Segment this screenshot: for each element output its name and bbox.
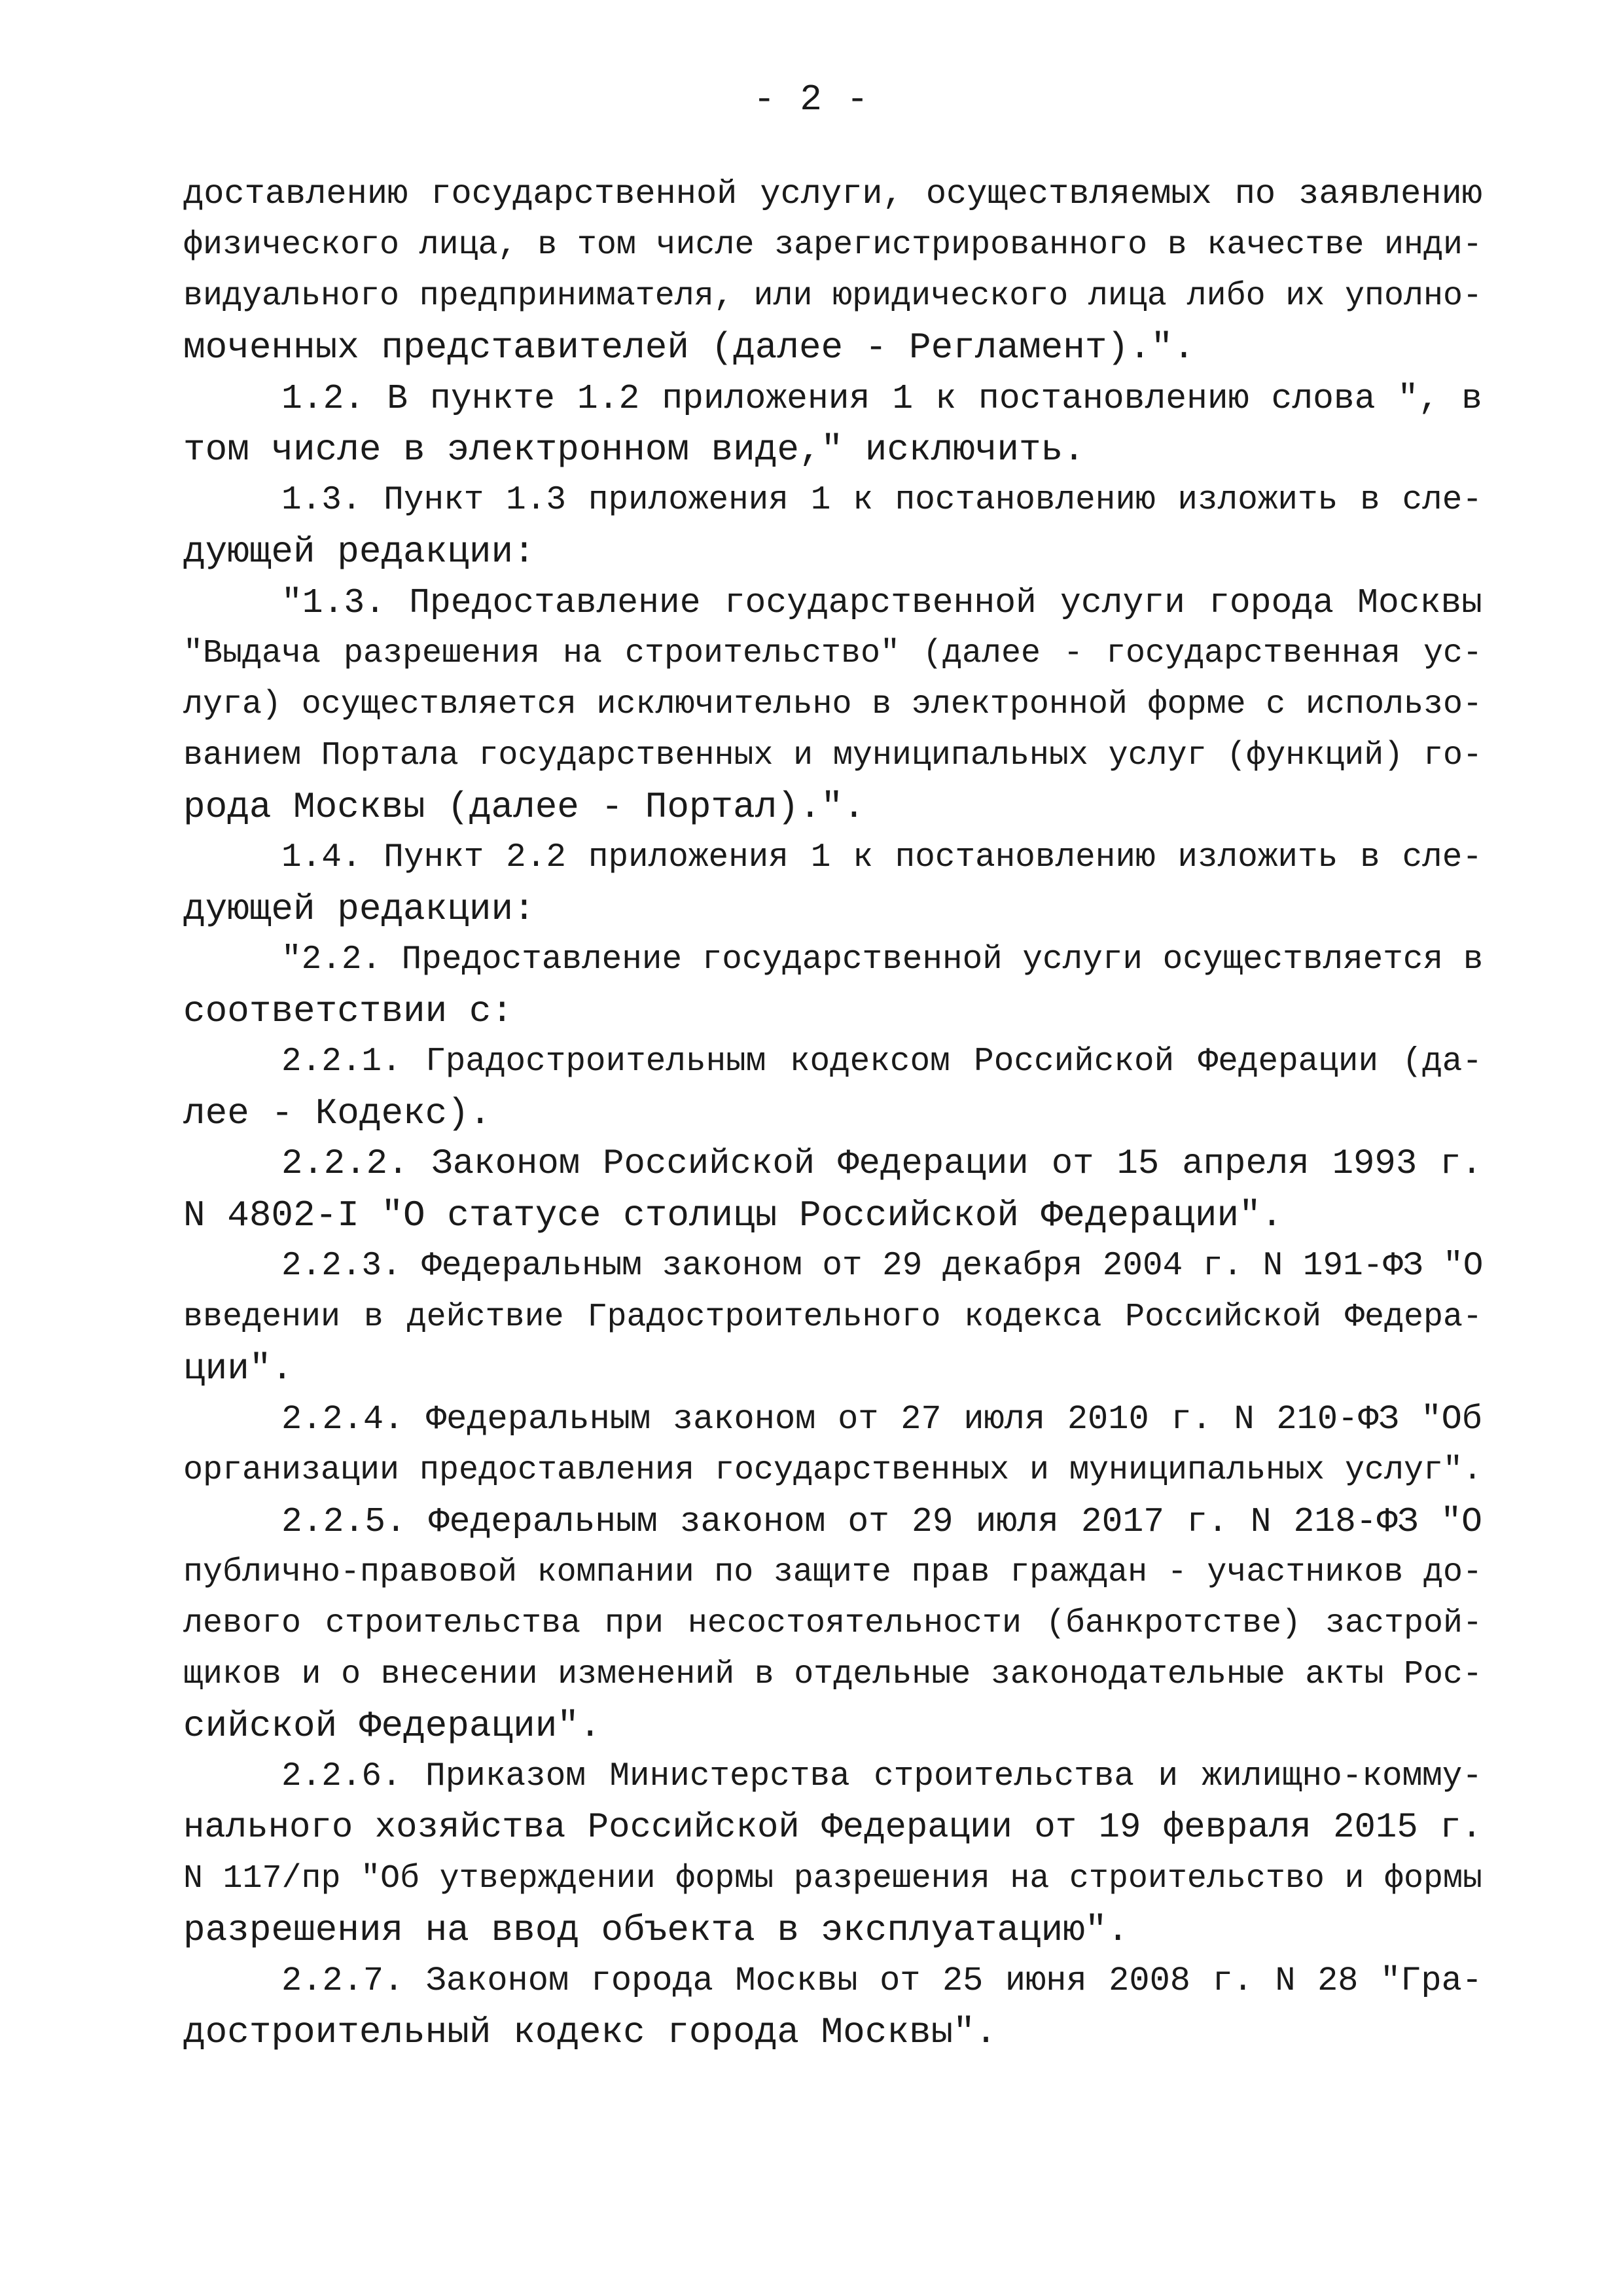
document-body [183, 169, 1482, 2058]
text-line: дующей редакции: [183, 888, 535, 930]
text-line: ванием Портала государственных и муниципальных услуг (функций) го- [183, 737, 1482, 774]
text-line: N 117/пр "Об утверждении формы разрешения на строительство и формы [183, 1860, 1482, 1897]
text-line: "2.2. Предоставление государственной услуги осуществляется в [281, 941, 1484, 978]
text-line: 2.2.2. Законом Российской Федерации от 15 апреля 1993 г. [281, 1144, 1482, 1184]
text-line: 1.2. В пункте 1.2 приложения 1 к постановлению слова ", в [281, 379, 1482, 418]
text-line: 2.2.5. Федеральным законом от 29 июля 2017 г. N 218-ФЗ "О [281, 1502, 1482, 1541]
text-line: рода Москвы (далее - Портал).". [183, 786, 865, 828]
text-line: луга) осуществляется исключительно в электронной форме с использо- [183, 686, 1482, 723]
text-line: сийской Федерации". [183, 1705, 601, 1747]
text-line: введении в действие Градостроительного кодекса Российской Федера- [183, 1299, 1482, 1336]
text-line: лее - Кодекс). [183, 1092, 491, 1134]
text-line: 2.2.4. Федеральным законом от 27 июля 2010 г. N 210-ФЗ "Об [281, 1400, 1482, 1439]
text-line: щиков и о внесении изменений в отдельные законодательные акты Рос- [183, 1656, 1482, 1693]
text-line: 2.2.3. Федеральным законом от 29 декабря 2004 г. N 191-ФЗ "О [281, 1247, 1484, 1285]
text-line: моченных представителей (далее - Регламент).". [183, 327, 1195, 368]
text-line: соответствии с: [183, 990, 514, 1032]
text-line: ции". [183, 1348, 294, 1390]
text-line: видуального предпринимателя, или юридического лица либо их уполно- [183, 278, 1482, 315]
text-line: левого строительства при несостоятельности (банкротстве) застрой- [183, 1605, 1482, 1642]
text-line: 1.4. Пункт 2.2 приложения 1 к постановлению изложить в сле- [281, 839, 1482, 876]
text-line: 1.3. Пункт 1.3 приложения 1 к постановлению изложить в сле- [281, 482, 1482, 519]
text-line: публично-правовой компании по защите прав граждан - участников до- [183, 1554, 1482, 1591]
text-line: достроительный кодекс города Москвы". [183, 2011, 997, 2053]
text-line: "1.3. Предоставление государственной услуги города Москвы [281, 583, 1482, 622]
text-line: том числе в электронном виде," исключить. [183, 429, 1085, 471]
text-line: разрешения на ввод объекта в эксплуатацию". [183, 1909, 1130, 1951]
text-line: физического лица, в том числе зарегистрированного в качестве инди- [183, 226, 1482, 264]
text-line: нального хозяйства Российской Федерации от 19 февраля 2015 г. [183, 1808, 1482, 1848]
text-line: 2.2.7. Законом города Москвы от 25 июня 2008 г. N 28 "Гра- [281, 1962, 1482, 2000]
page-number: - 2 - [753, 79, 870, 120]
text-line: организации предоставления государственных и муниципальных услуг". [183, 1452, 1482, 1489]
text-line: "Выдача разрешения на строительство" (далее - государственная ус- [183, 635, 1482, 672]
text-line: 2.2.1. Градостроительным кодексом Российской Федерации (да- [281, 1043, 1482, 1081]
text-line: N 4802-I "О статусе столицы Российской Федерации". [183, 1194, 1283, 1236]
text-line: дующей редакции: [183, 531, 535, 573]
text-line: доставлению государственной услуги, осуществляемых по заявлению [183, 175, 1482, 213]
text-line: 2.2.6. Приказом Министерства строительства и жилищно-комму- [281, 1758, 1482, 1795]
